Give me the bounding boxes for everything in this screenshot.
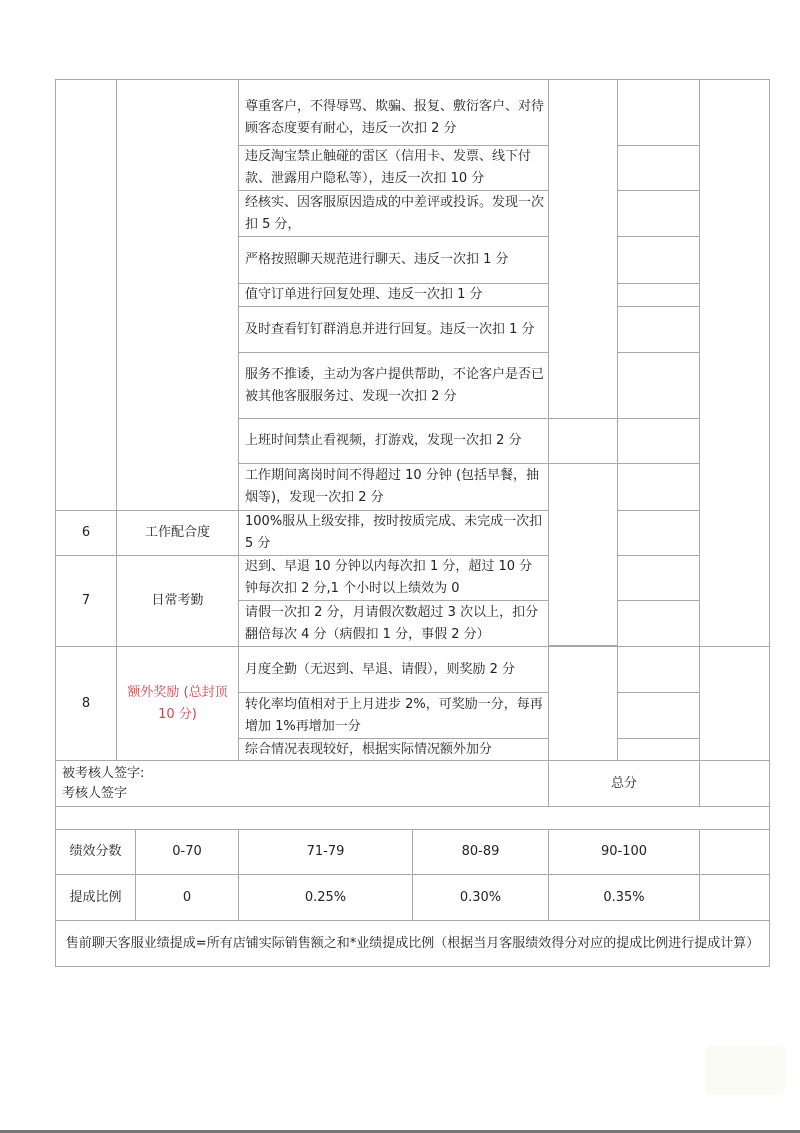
deduction-cell[interactable] xyxy=(617,352,700,419)
rule-text: 综合情况表现较好，根据实际情况额外加分 xyxy=(245,741,493,757)
rule-cell xyxy=(238,510,549,556)
commission-formula-note xyxy=(55,920,770,967)
rule-cell xyxy=(238,738,549,761)
score-range-value: 80-89 xyxy=(461,844,500,859)
deduction-cell[interactable] xyxy=(617,692,700,739)
rate-cell xyxy=(238,874,413,921)
rate-value: 0.35% xyxy=(603,889,645,905)
score-range-empty xyxy=(699,829,770,875)
rule-text: 严格按照聊天规范进行聊天、违反一次扣 1 分 xyxy=(245,252,509,267)
index-cell-row5 xyxy=(55,79,117,511)
rule-cell xyxy=(238,306,549,353)
category-label: 工作配合度 xyxy=(144,525,210,540)
rate-header xyxy=(55,874,136,921)
score-cell[interactable] xyxy=(548,418,618,464)
rule-cell xyxy=(238,79,549,146)
signature-cell[interactable] xyxy=(55,760,549,807)
deduction-cell[interactable] xyxy=(617,646,700,693)
category-label-bonus: 额外奖励 (总封顶 10 分) xyxy=(127,684,228,722)
rate-value: 0.30% xyxy=(459,889,502,905)
rule-text: 工作期间离岗时间不得超过 10 分钟 (包括早餐，抽烟等)，发现一次扣 2 分 xyxy=(245,468,540,505)
rate-value: 0.25% xyxy=(304,889,347,905)
rule-cell xyxy=(238,692,549,739)
score-cell[interactable] xyxy=(548,646,618,761)
rule-text: 服务不推诿，主动为客户提供帮助，不论客户是否已被其他客服服务过、发现一次扣 2 分 xyxy=(245,366,545,404)
score-range-value: 90-100 xyxy=(600,844,648,859)
remark-cell[interactable] xyxy=(699,646,770,761)
rule-cell xyxy=(238,600,549,647)
category-label: 日常考勤 xyxy=(151,593,204,608)
deduction-cell[interactable] xyxy=(617,463,700,511)
row-index: 6 xyxy=(81,525,91,540)
rule-cell xyxy=(238,555,549,601)
category-cell-row7 xyxy=(116,555,239,647)
rule-text: 月度全勤（无迟到、早退、请假），则奖励 2 分 xyxy=(245,661,516,677)
rule-text: 100%服从上级安排，按时按质完成、未完成一次扣 5 分 xyxy=(245,514,543,551)
deduction-cell[interactable] xyxy=(617,145,700,191)
rule-cell xyxy=(238,463,549,511)
rate-cell xyxy=(135,874,239,921)
rule-text: 上班时间禁止看视频，打游戏，发现一次扣 2 分 xyxy=(245,433,522,448)
watermark xyxy=(705,1045,785,1095)
rate-empty xyxy=(699,874,770,921)
score-range-value: 71-79 xyxy=(306,844,345,859)
assessor-signature-label: 考核人签字 xyxy=(62,786,128,801)
rule-cell xyxy=(238,283,549,307)
rule-text: 及时查看钉钉群消息并进行回复。违反一次扣 1 分 xyxy=(245,321,535,337)
score-range-label: 绩效分数 xyxy=(69,844,122,859)
rule-cell xyxy=(238,352,549,419)
rule-text: 迟到、早退 10 分钟以内每次扣 1 分，超过 10 分钟每次扣 2 分,1 个小时以上绩效为 0 xyxy=(245,559,533,596)
score-range-value: 0-70 xyxy=(172,844,202,859)
deduction-cell[interactable] xyxy=(617,510,700,556)
formula-text: 售前聊天客服业绩提成=所有店铺实际销售额之和*业绩提成比例（根据当月客服绩效得分对应的提成比例进行提成计算） xyxy=(65,936,760,951)
rate-cell xyxy=(548,874,700,921)
deduction-cell[interactable] xyxy=(617,738,700,761)
rule-text: 值守订单进行回复处理、违反一次扣 1 分 xyxy=(245,287,483,302)
deduction-cell[interactable] xyxy=(617,79,700,146)
deduction-cell[interactable] xyxy=(617,190,700,237)
total-score-value-cell[interactable] xyxy=(699,760,770,807)
category-cell-row5 xyxy=(116,79,239,511)
remark-cell[interactable] xyxy=(699,79,770,647)
deduction-cell[interactable] xyxy=(617,283,700,307)
rule-text: 尊重客户，不得辱骂、欺骗、报复、敷衍客户、对待顾客态度要有耐心，违反一次扣 2 分 xyxy=(245,98,545,136)
rule-cell xyxy=(238,646,549,693)
assessee-signature-label: 被考核人签字: xyxy=(62,766,145,781)
spacer-row xyxy=(55,806,770,830)
score-cell[interactable] xyxy=(548,463,618,646)
rule-cell xyxy=(238,236,549,284)
row-index: 8 xyxy=(81,695,91,711)
total-label-cell xyxy=(548,760,700,807)
score-range-cell xyxy=(412,829,549,875)
rule-cell xyxy=(238,418,549,464)
index-cell-row8 xyxy=(55,646,117,761)
rule-text: 违反淘宝禁止触碰的雷区（信用卡、发票、线下付款、泄露用户隐私等），违反一次扣 10 分 xyxy=(245,149,532,186)
score-cell[interactable] xyxy=(548,79,618,419)
deduction-cell[interactable] xyxy=(617,418,700,464)
rate-label: 提成比例 xyxy=(69,889,122,905)
total-score-label: 总分 xyxy=(610,775,637,791)
score-range-cell xyxy=(238,829,413,875)
category-cell-row6 xyxy=(116,510,239,556)
rule-cell xyxy=(238,190,549,237)
rate-cell xyxy=(412,874,549,921)
deduction-cell[interactable] xyxy=(617,555,700,601)
score-range-header xyxy=(55,829,136,875)
rule-text: 请假一次扣 2 分，月请假次数超过 3 次以上，扣分翻倍每次 4 分（病假扣 1 分，事假 2 分） xyxy=(245,604,539,642)
rate-value: 0 xyxy=(182,889,192,905)
category-cell-row8 xyxy=(116,646,239,761)
score-range-cell xyxy=(548,829,700,875)
deduction-cell[interactable] xyxy=(617,306,700,353)
deduction-cell[interactable] xyxy=(617,600,700,647)
rule-text: 经核实、因客服原因造成的中差评或投诉。发现一次扣 5 分， xyxy=(245,194,545,232)
index-cell-row6 xyxy=(55,510,117,556)
rule-text: 转化率均值相对于上月进步 2%，可奖励一分，每再增加 1%再增加一分 xyxy=(245,696,543,734)
deduction-cell[interactable] xyxy=(617,236,700,284)
score-range-cell xyxy=(135,829,239,875)
row-index: 7 xyxy=(81,593,91,608)
index-cell-row7 xyxy=(55,555,117,647)
rule-cell xyxy=(238,145,549,191)
